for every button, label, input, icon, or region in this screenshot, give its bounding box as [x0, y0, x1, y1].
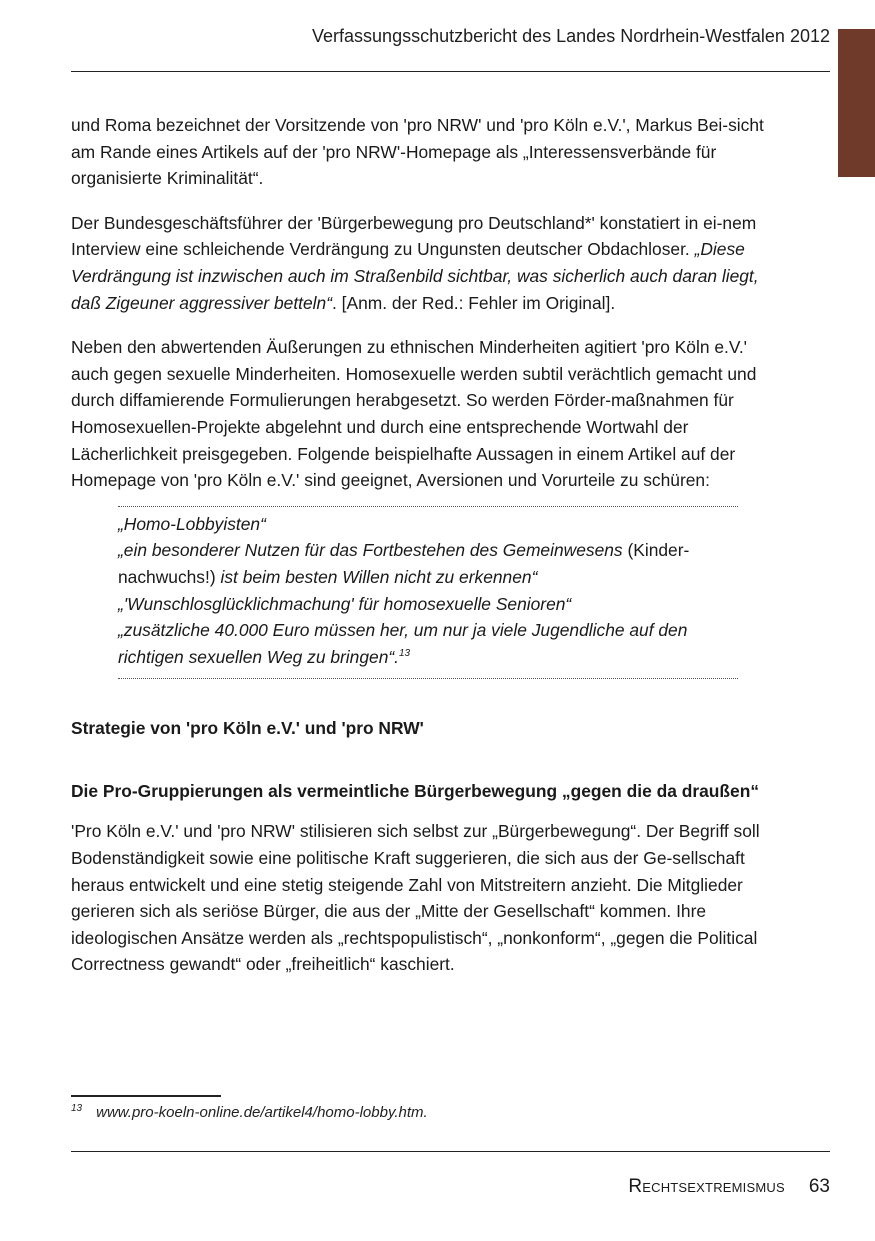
footnote-link[interactable]: www.pro-koeln-online.de/artikel4/homo-lobby.htm.: [96, 1104, 428, 1121]
paragraph-2-tail: . [Anm. der Red.: Fehler im Original].: [332, 292, 616, 313]
header-rule: [71, 71, 830, 72]
footer-section-title: Rechtsextremismus: [628, 1176, 785, 1197]
quote-2: [118, 537, 738, 590]
quote-4: [118, 617, 738, 670]
footer-rule: [71, 1151, 830, 1152]
footnote-reference[interactable]: 13: [398, 647, 411, 659]
chapter-color-tab: [838, 29, 875, 177]
paragraph-2: [71, 210, 786, 316]
quote-2-part-a: „ein besonderer Nutzen für das Fortbestehen des Gemeinwesens: [118, 540, 623, 561]
subsection-heading: Die Pro-Gruppierungen als vermeintliche Bürgerbewegung „gegen die da draußen“: [71, 780, 760, 801]
footnote: [71, 1103, 428, 1121]
paragraph-2-lead: Der Bundesgeschäftsführer der 'Bürgerbewegung pro Deutschland*' konstatiert in ei-nem Interview eine schleichende Verdrängung zu Ungunsten deutscher Obdachloser.: [71, 212, 757, 260]
section-heading: Strategie von 'pro Köln e.V.' und 'pro NRW': [71, 718, 424, 739]
quote-1: „Homo-Lobbyisten“: [118, 513, 266, 534]
quote-3: „'Wunschlosglücklichmachung' für homosexuelle Senioren“: [118, 593, 572, 614]
footnote-number: 13: [71, 1103, 83, 1114]
footnote-rule: [71, 1095, 221, 1097]
quote-2-part-b: (Kinder-nachwuchs!): [118, 540, 690, 587]
quote-2-part-c: ist beim besten Willen nicht zu erkennen“: [220, 566, 538, 587]
page-number: 63: [808, 1176, 830, 1197]
paragraph-2-quote: „Diese Verdrängung ist inzwischen auch im Straßenbild sichtbar, was sicherlich auch daran liegt, daß Zigeuner aggressiver betteln“: [71, 239, 759, 313]
quote-4-text: „zusätzliche 40.000 Euro müssen her, um nur ja viele Jugendliche auf den richtigen sexuellen Weg zu bringen“.: [118, 620, 688, 667]
page-body: [71, 112, 786, 996]
quote-block: [118, 506, 738, 680]
running-header: Verfassungsschutzbericht des Landes Nordrhein-Westfalen 2012: [312, 26, 830, 46]
page-footer: [628, 1176, 830, 1198]
paragraph-4: 'Pro Köln e.V.' und 'pro NRW' stilisieren sich selbst zur „Bürgerbewegung“. Der Begriff soll Bodenständigkeit sowie eine politische Kraft suggerieren, die sich aus der Ge-sellschaft heraus entwickelt und eine stetig steigende Zahl von Mitstreitern anzieht. Die Mitglieder gerieren sich als seriöse Bürger, die aus der „Mitte der Gesellschaft“ kommen. Ihre ideologischen Ansätze werden als „rechtspopulistisch“, „nonkonform“, „gegen die Political Correctness gewandt“ oder „freiheitlich“ kaschiert.: [71, 821, 760, 975]
paragraph-1: und Roma bezeichnet der Vorsitzende von 'pro NRW' und 'pro Köln e.V.', Markus Bei-sicht am Rande eines Artikels auf der 'pro NRW'-Homepage als „Interessensverbände für organisierte Kriminalität“.: [71, 115, 764, 189]
paragraph-3: Neben den abwertenden Äußerungen zu ethnischen Minderheiten agitiert 'pro Köln e.V.' auch gegen sexuelle Minderheiten. Homosexuelle werden subtil verächtlich gemacht und durch diffamierende Formulierungen herabgesetzt. So werden Förder-maßnahmen für Homosexuellen-Projekte abgelehnt und durch eine entsprechende Wortwahl der Lächerlichkeit preisgegeben. Folgende beispielhafte Aussagen in einem Artikel auf der Homepage von 'pro Köln e.V.' sind geeignet, Aversionen und Vorurteile zu schüren:: [71, 337, 757, 491]
